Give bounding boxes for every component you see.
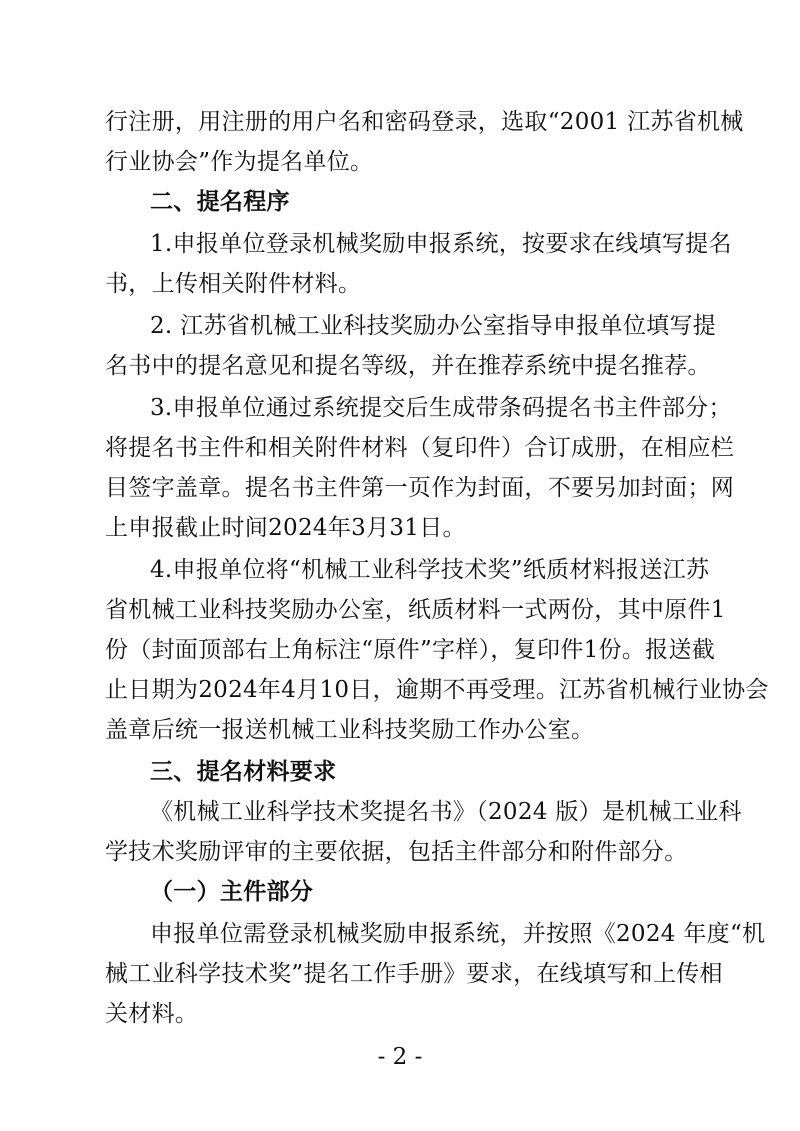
section-heading-procedure: 二、提名程序 [150, 189, 290, 215]
body-line: 盖章后统一报送机械工业科技奖励工作办公室。 [105, 717, 595, 743]
body-line: 将提名书主件和相关附件材料（复印件）合订成册，在相应栏 [105, 435, 735, 461]
body-line: 上申报截止时间2024年3月31日。 [105, 515, 466, 541]
body-line: 械工业科学技术奖”提名工作手册》要求，在线填写和上传相 [105, 961, 723, 987]
body-line: 份（封面顶部右上角标注“原件”字样），复印件1份。报送截 [105, 637, 716, 663]
body-line: 名书中的提名意见和提名等级，并在推荐系统中提名推荐。 [105, 353, 711, 379]
section-heading-materials: 三、提名材料要求 [150, 759, 337, 785]
body-line: 省机械工业科技奖励办公室，纸质材料一式两份，其中原件1 [105, 597, 726, 623]
subsection-heading-main: （一）主件部分 [150, 879, 314, 905]
body-line: 学技术奖励评审的主要依据，包括主件部分和附件部分。 [105, 839, 688, 865]
body-line: 止日期为2024年4月10日，逾期不再受理。江苏省机械行业协会 [105, 677, 769, 703]
body-line: 行注册，用注册的用户名和密码登录，选取“2001 江苏省机械 [105, 109, 744, 135]
body-line: 4.申报单位将“机械工业科学技术奖”纸质材料报送江苏 [150, 557, 710, 583]
body-line: 2. 江苏省机械工业科技奖励办公室指导申报单位填写提 [150, 313, 717, 339]
body-line: 申报单位需登录机械奖励申报系统，并按照《2024 年度“机 [150, 921, 766, 947]
body-line: 3.申报单位通过系统提交后生成带条码提名书主件部分； [150, 395, 732, 421]
body-line: 行业协会”作为提名单位。 [105, 149, 374, 175]
page-number: - 2 - [377, 1044, 423, 1070]
body-line: 目签字盖章。提名书主件第一页作为封面，不要另加封面；网 [105, 475, 735, 501]
body-line: 关材料。 [105, 1001, 199, 1027]
body-line: 书，上传相关附件材料。 [105, 271, 362, 297]
body-line: 《机械工业科学技术奖提名书》（2024 版）是机械工业科 [150, 799, 742, 825]
body-line: 1.申报单位登录机械奖励申报系统，按要求在线填写提名 [150, 231, 732, 257]
